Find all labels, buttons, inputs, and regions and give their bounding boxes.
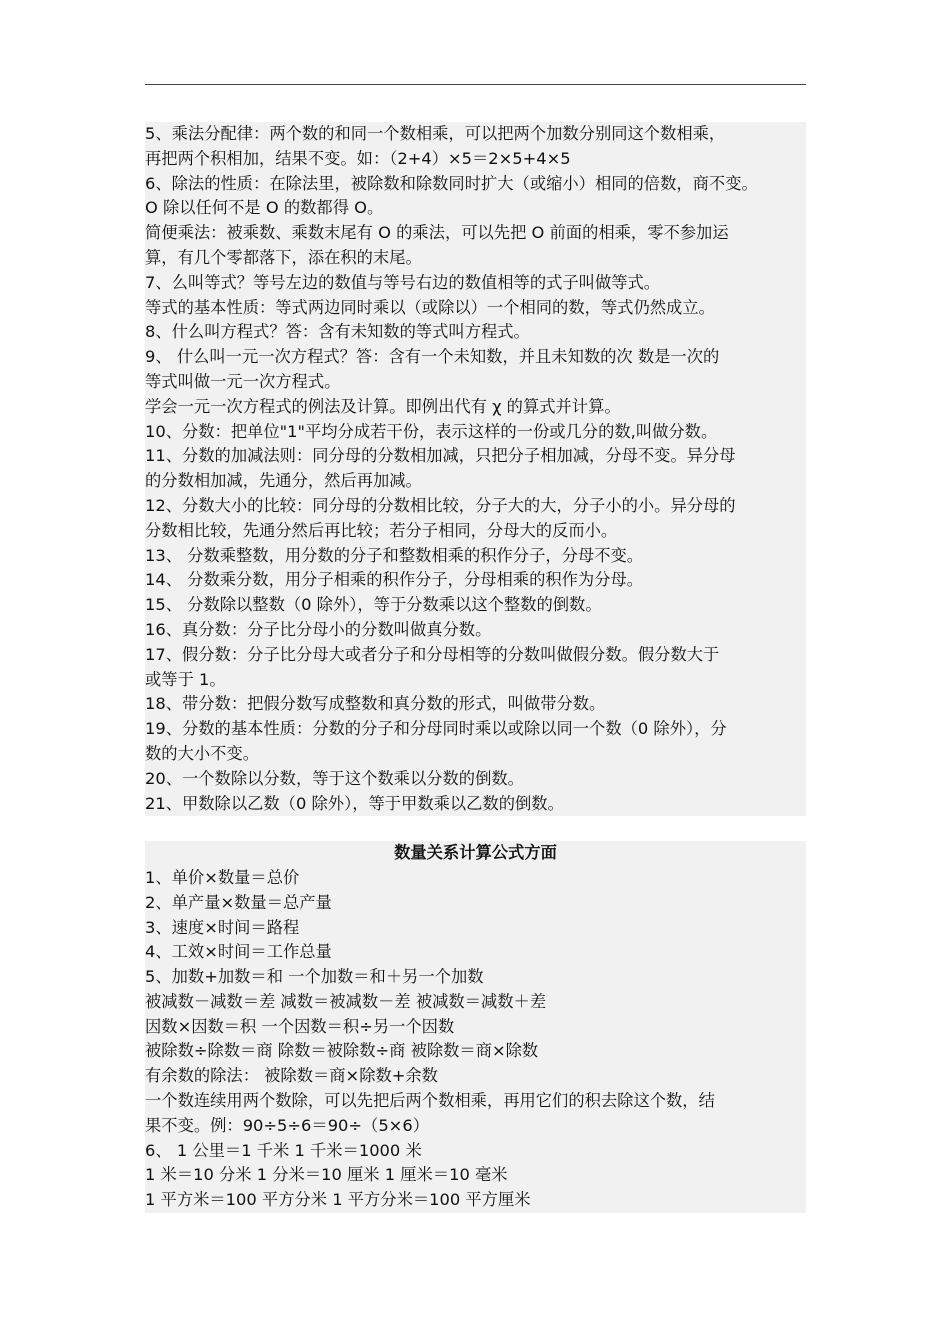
text-line: 7、么叫等式？等号左边的数值与等号右边的数值相等的式子叫做等式。 (145, 272, 661, 292)
text-line: 19、分数的基本性质：分数的分子和分母同时乘以或除以同一个数（0 除外），分 (145, 719, 727, 739)
text-line: 18、带分数：把假分数写成整数和真分数的形式，叫做带分数。 (145, 694, 606, 714)
text-line: 14、 分数乘分数，用分子相乘的积作分子，分母相乘的积作为分母。 (145, 570, 644, 590)
text-line: 12、分数大小的比较：同分母的分数相比较，分子大的大，分子小的小。异分母的 (145, 495, 736, 515)
formula-line: 5、加数+加数＝和 一个加数＝和＋另一个加数 (145, 967, 484, 987)
text-line: 等式的基本性质：等式两边同时乘以（或除以）一个相同的数，等式仍然成立。 (145, 297, 715, 317)
text-line: 等式叫做一元一次方程式。 (145, 371, 341, 391)
text-line: 5、乘法分配律：两个数的和同一个数相乘，可以把两个加数分别同这个数相乘， (145, 124, 726, 143)
text-line: 分数相比较，先通分然后再比较；若分子相同，分母大的反而小。 (145, 520, 618, 540)
text-line: 16、真分数：分子比分母小的分数叫做真分数。 (145, 619, 492, 639)
document-body (145, 122, 806, 1213)
text-line: O 除以任何不是 O 的数都得 O。 (145, 198, 384, 218)
formula-line: 4、工效×时间＝工作总量 (145, 942, 332, 962)
text-line: 或等于 1。 (145, 669, 226, 689)
text-line: 20、一个数除以分数，等于这个数乘以分数的倒数。 (145, 768, 524, 788)
text-line: 11、分数的加减法则：同分母的分数相加减，只把分子相加减，分母不变。异分母 (145, 446, 736, 466)
text-line: 算，有几个零都落下，添在积的末尾。 (145, 247, 422, 267)
formula-line: 3、速度×时间＝路程 (145, 917, 300, 937)
section-title: 数量关系计算公式方面 (394, 843, 557, 863)
header-rule (145, 84, 806, 85)
text-line: 10、分数：把单位"1"平均分成若干份，表示这样的一份或几分的数,叫做分数。 (145, 421, 718, 441)
text-line: 8、什么叫方程式？答：含有未知数的等式叫方程式。 (145, 322, 530, 342)
text-line: 6、除法的性质：在除法里，被除数和除数同时扩大（或缩小）相同的倍数，商不变。 (145, 173, 758, 193)
text-line: 简便乘法：被乘数、乘数末尾有 O 的乘法，可以先把 O 前面的相乘，零不参加运 (145, 223, 729, 243)
formula-line: 被减数－减数＝差 减数＝被减数－差 被减数＝减数＋差 (145, 991, 547, 1011)
text-line: 15、 分数除以整数（0 除外），等于分数乘以这个整数的倒数。 (145, 595, 602, 615)
formula-line: 因数×因数＝积 一个因数＝积÷另一个因数 (145, 1016, 455, 1036)
text-line: 的分数相加减，先通分，然后再加减。 (145, 471, 422, 491)
text-line: 17、假分数：分子比分母大或者分子和分母相等的分数叫做假分数。假分数大于 (145, 644, 720, 664)
text-line: 再把两个积相加，结果不变。如：（2+4）×5＝2×5+4×5 (145, 148, 571, 168)
text-line: 9、 什么叫一元一次方程式？答：含有一个未知数，并且未知数的次 数是一次的 (145, 347, 720, 367)
formula-line: 有余数的除法： 被除数＝商×除数+余数 (145, 1066, 438, 1086)
text-line: 13、 分数乘整数，用分数的分子和整数相乘的积作分子，分母不变。 (145, 545, 644, 565)
text-line: 学会一元一次方程式的例法及计算。即例出代有 χ 的算式并计算。 (145, 396, 621, 416)
formula-line: 1 平方米＝100 平方分米 1 平方分米＝100 平方厘米 (145, 1190, 531, 1210)
text-line: 21、甲数除以乙数（0 除外），等于甲数乘以乙数的倒数。 (145, 793, 564, 813)
formula-line: 1、单价×数量＝总价 (145, 867, 300, 887)
formula-line: 6、 1 公里＝1 千米 1 千米＝1000 米 (145, 1140, 422, 1160)
formula-line: 2、单产量×数量＝总产量 (145, 892, 332, 912)
text-line: 数的大小不变。 (145, 743, 259, 763)
formula-line: 一个数连续用两个数除，可以先把后两个数相乘，再用它们的积去除这个数，结 (145, 1091, 715, 1111)
formula-line: 果不变。例：90÷5÷6＝90÷（5×6） (145, 1115, 429, 1135)
formula-line: 被除数÷除数＝商 除数＝被除数÷商 被除数＝商×除数 (145, 1041, 539, 1061)
blank-line (145, 816, 806, 841)
formula-line: 1 米＝10 分米 1 分米＝10 厘米 1 厘米＝10 毫米 (145, 1165, 508, 1185)
